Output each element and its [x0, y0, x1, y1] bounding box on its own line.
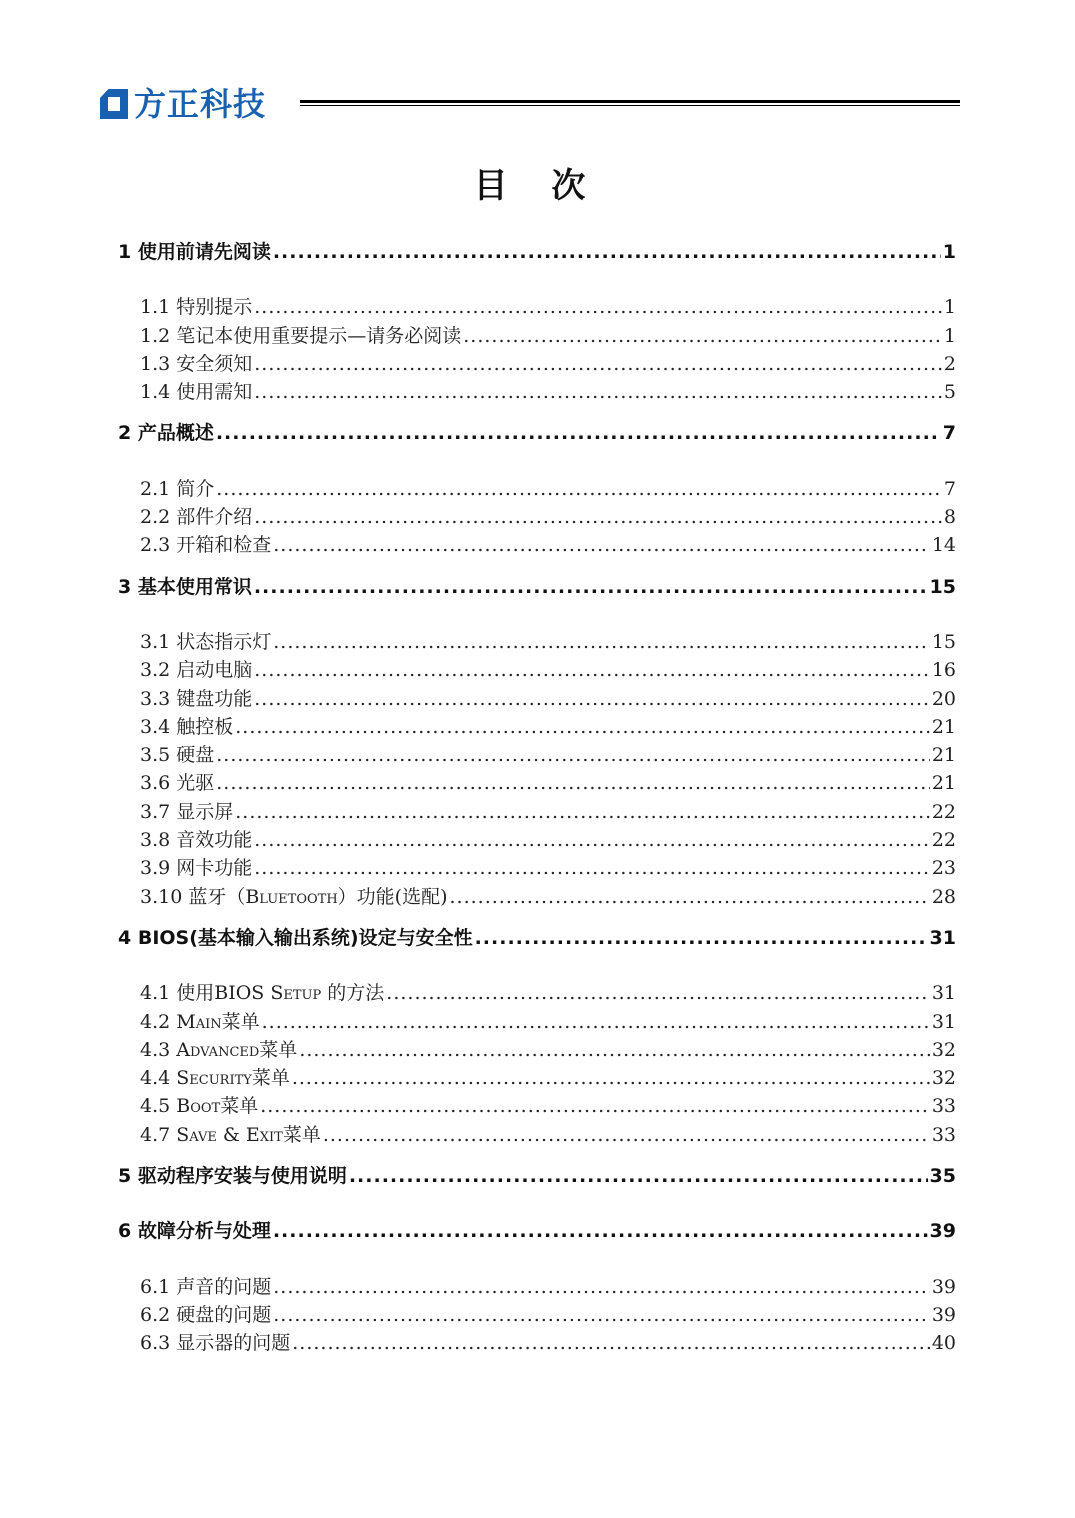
dot-leader: [273, 1217, 928, 1245]
dot-leader: [273, 628, 930, 656]
dot-leader: [450, 883, 930, 911]
entry-label: 4.2 Main菜单: [140, 1010, 260, 1033]
toc-section-entry[interactable]: [118, 798, 956, 826]
page-number: 35: [929, 1165, 956, 1188]
toc-section-entry[interactable]: [118, 293, 956, 321]
toc-section-entry[interactable]: [118, 1064, 956, 1092]
entry-label: 3.8 音效功能: [140, 829, 253, 852]
page-number: 28: [931, 885, 956, 908]
page-number: 33: [931, 1095, 956, 1118]
entry-label: 6.3 显示器的问题: [140, 1332, 291, 1355]
toc-section-entry[interactable]: [118, 713, 956, 741]
entry-label: 3.3 键盘功能: [140, 687, 253, 710]
dot-leader: [216, 419, 941, 447]
entry-label: 2.2 部件介绍: [140, 506, 253, 529]
dot-leader: [254, 378, 942, 406]
toc-chapter-entry[interactable]: [118, 238, 956, 266]
toc-section-list: [118, 1273, 956, 1358]
toc-section-entry[interactable]: [118, 475, 956, 503]
logo-text: 方正科技: [134, 85, 267, 123]
toc-section-list: [118, 979, 956, 1149]
page-number: 14: [931, 534, 956, 557]
page-number: 8: [943, 506, 956, 529]
entry-label: 4 BIOS(基本输入输出系统)设定与安全性: [118, 926, 473, 949]
page-number: 39: [931, 1303, 956, 1326]
dot-leader: [216, 769, 930, 797]
dot-leader: [254, 573, 928, 601]
toc-chapter-entry[interactable]: [118, 573, 956, 601]
entry-label: 3.9 网卡功能: [140, 857, 253, 880]
toc-section-entry[interactable]: [118, 322, 956, 350]
toc-section-entry[interactable]: [118, 854, 956, 882]
toc-section-entry[interactable]: [118, 350, 956, 378]
page-number: 31: [931, 1010, 956, 1033]
toc-section-entry[interactable]: [118, 531, 956, 559]
dot-leader: [254, 503, 942, 531]
page-number: 15: [929, 575, 956, 598]
entry-label: 6 故障分析与处理: [118, 1220, 271, 1243]
entry-label: 4.7 Save & Exit菜单: [140, 1123, 321, 1146]
page-number: 1: [943, 324, 956, 347]
dot-leader: [292, 1329, 930, 1357]
entry-label: 2.3 开箱和检查: [140, 534, 272, 557]
logo-mark-icon: [100, 89, 128, 119]
entry-label: 6.1 声音的问题: [140, 1275, 272, 1298]
dot-leader: [216, 475, 942, 503]
dot-leader: [323, 1121, 930, 1149]
table-of-contents: [118, 238, 956, 1371]
toc-chapter-entry[interactable]: [118, 419, 956, 447]
toc-section-entry[interactable]: [118, 741, 956, 769]
page-number: 1: [943, 296, 956, 319]
page-number: 22: [931, 800, 956, 823]
toc-section-entry[interactable]: [118, 656, 956, 684]
toc-section-entry[interactable]: [118, 769, 956, 797]
toc-section-list: [118, 475, 956, 560]
entry-label: 2 产品概述: [118, 422, 214, 445]
page-number: 40: [931, 1332, 956, 1355]
dot-leader: [216, 741, 930, 769]
entry-label: 4.5 Boot菜单: [140, 1095, 259, 1118]
entry-label: 3.6 光驱: [140, 772, 215, 795]
header-rule-thin: [300, 105, 960, 106]
entry-label: 1.4 使用需知: [140, 381, 253, 404]
dot-leader: [299, 1036, 930, 1064]
toc-section-entry[interactable]: [118, 1036, 956, 1064]
page-number: 5: [943, 381, 956, 404]
dot-leader: [254, 656, 930, 684]
toc-section-entry[interactable]: [118, 826, 956, 854]
toc-section-entry[interactable]: [118, 1329, 956, 1357]
entry-label: 4.3 Advanced菜单: [140, 1038, 298, 1061]
page-number: 15: [931, 630, 956, 653]
page-number: 22: [931, 829, 956, 852]
page-header: [100, 84, 960, 128]
page-number: 20: [931, 687, 956, 710]
page-number: 39: [931, 1275, 956, 1298]
page-title: 目 次: [473, 166, 602, 206]
dot-leader: [254, 293, 942, 321]
dot-leader: [349, 1162, 928, 1190]
entry-label: 3.2 启动电脑: [140, 659, 253, 682]
toc-section-entry[interactable]: [118, 378, 956, 406]
toc-section-entry[interactable]: [118, 883, 956, 911]
dot-leader: [254, 350, 942, 378]
toc-section-entry[interactable]: [118, 628, 956, 656]
page-number: 32: [931, 1038, 956, 1061]
dot-leader: [273, 238, 941, 266]
page-number: 31: [931, 982, 956, 1005]
entry-label: 3.5 硬盘: [140, 744, 215, 767]
page-number: 31: [929, 926, 956, 949]
entry-label: 4.1 使用BIOS Setup 的方法: [140, 982, 385, 1005]
entry-label: 1.3 安全须知: [140, 352, 253, 375]
dot-leader: [235, 713, 930, 741]
entry-label: 1.1 特别提示: [140, 296, 253, 319]
company-logo: [100, 84, 266, 124]
page-number: 16: [931, 659, 956, 682]
dot-leader: [386, 979, 930, 1007]
toc-section-entry[interactable]: [118, 979, 956, 1007]
toc-chapter-entry[interactable]: [118, 1162, 956, 1190]
toc-section-entry[interactable]: [118, 1301, 956, 1329]
dot-leader: [260, 1092, 930, 1120]
page-number: 21: [931, 744, 956, 767]
toc-section-list: [118, 628, 956, 911]
entry-label: 3.1 状态指示灯: [140, 630, 272, 653]
page-number: 2: [943, 352, 956, 375]
dot-leader: [273, 1301, 930, 1329]
dot-leader: [254, 685, 930, 713]
page-number: 23: [931, 857, 956, 880]
page-number: 32: [931, 1067, 956, 1090]
page-number: 1: [942, 241, 956, 263]
dot-leader: [262, 1008, 930, 1036]
toc-section-entry[interactable]: [118, 1121, 956, 1149]
entry-label: 6.2 硬盘的问题: [140, 1303, 272, 1326]
entry-label: 3.10 蓝牙（Bluetooth）功能(选配): [140, 885, 448, 908]
dot-leader: [292, 1064, 930, 1092]
entry-label: 3 基本使用常识: [118, 575, 252, 598]
dot-leader: [235, 798, 930, 826]
header-rule: [300, 100, 960, 103]
entry-label: 1.2 笔记本使用重要提示—请务必阅读: [140, 324, 462, 347]
entry-label: 5 驱动程序安装与使用说明: [118, 1165, 347, 1188]
page-number: 7: [943, 477, 956, 500]
toc-section-entry[interactable]: [118, 1008, 956, 1036]
entry-label: 3.7 显示屏: [140, 800, 234, 823]
page-number: 39: [929, 1220, 956, 1243]
dot-leader: [273, 531, 930, 559]
page-number: 21: [931, 772, 956, 795]
toc-section-list: [118, 293, 956, 406]
toc-chapter-entry[interactable]: [118, 1217, 956, 1245]
page-number: 33: [931, 1123, 956, 1146]
toc-section-entry[interactable]: [118, 1273, 956, 1301]
page-number: 21: [931, 715, 956, 738]
dot-leader: [475, 924, 928, 952]
toc-chapter-entry[interactable]: [118, 924, 956, 952]
dot-leader: [254, 854, 930, 882]
entry-label: 2.1 简介: [140, 477, 215, 500]
dot-leader: [254, 826, 930, 854]
dot-leader: [463, 322, 942, 350]
entry-label: 3.4 触控板: [140, 715, 234, 738]
entry-label: 4.4 Security菜单: [140, 1067, 290, 1090]
page-number: 7: [942, 422, 956, 445]
entry-label: 1 使用前请先阅读: [118, 241, 271, 263]
toc-section-entry[interactable]: [118, 685, 956, 713]
toc-section-entry[interactable]: [118, 503, 956, 531]
dot-leader: [273, 1273, 930, 1301]
toc-section-entry[interactable]: [118, 1092, 956, 1120]
